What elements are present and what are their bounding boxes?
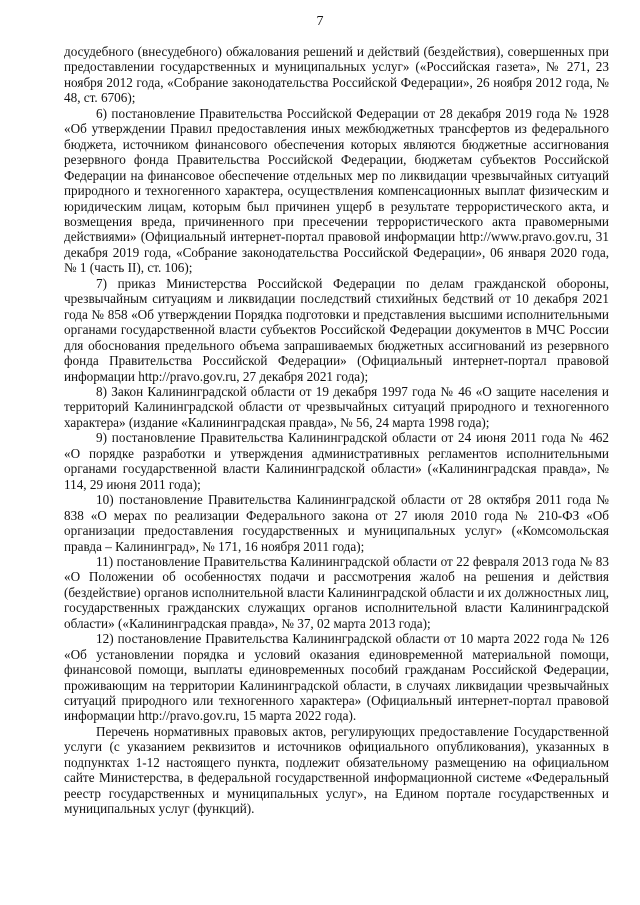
paragraph-closing-list-note: Перечень нормативных правовых актов, регулирующих предоставление Государственной услуги (с указанием реквизитов и источников официального опубликования), указанных в подпунктах 1-12 настоящего пункта, подлежит обязательному размещению на официальном сайте Министерства, в федеральной государственной информационной системе «Федеральный реестр государственных и муниципальных услуг», на Едином портале государственных и муниципальных услуг (функций). (64, 723, 609, 817)
paragraph-item-6: 6) постановление Правительства Российской Федерации от 28 декабря 2019 года № 1928 «Об утверждении Правил предоставления иных межбюджетных трансфертов из федерального бюджета, источником финансового обеспечения которых являются бюджетные ассигнования резервного фонда Правительства Российской Федерации, бюджетам субъектов Российской Федерации на финансовое обеспечение отдельных мер по ликвидации чрезвычайных ситуаций природного и техногенного характера, осуществления компенсационных выплат физическим и юридическим лицам, которым был причинен ущерб в результате террористического акта, и возмещения вреда, причиненного при пресечении террористического акта правомерными действиями» (Официальный интернет-портал правовой информации http://www.pravo.gov.ru, 31 декабря 2019 года, «Собрание законодательства Российской Федерации», 06 января 2020 года, № 1 (часть II), ст. 106); (64, 105, 609, 276)
paragraph-item-9: 9) постановление Правительства Калининградской области от 24 июня 2011 года № 462 «О порядке разработки и утверждения административных регламентов исполнительными органами государственной власти Калининградской области» («Калининградская правда», № 114, 29 июня 2011 года); (64, 430, 609, 492)
document-body (64, 44, 609, 817)
paragraph-item-10: 10) постановление Правительства Калининградской области от 28 октября 2011 года № 838 «О мерах по реализации Федерального закона от 27 июля 2010 года № 210-ФЗ «Об организации предоставления государственных и муниципальных услуг» («Комсомольская правда – Калининград», № 171, 16 ноября 2011 года); (64, 492, 609, 554)
paragraph-item-8: 8) Закон Калининградской области от 19 декабря 1997 года № 46 «О защите населения и территорий Калининградской области от чрезвычайных ситуаций природного и техногенного характера» (издание «Калининградская правда», № 56, 24 марта 1998 года); (64, 383, 609, 430)
paragraph-intro-continuation: досудебного (внесудебного) обжалования решений и действий (бездействия), совершенных при предоставлении государственных и муниципальных услуг» («Российская газета», № 271, 23 ноября 2012 года, «Собрание законодательства Российской Федерации», 26 ноября 2012 года, № 48, ст. 6706); (64, 44, 609, 106)
paragraph-item-11: 11) постановление Правительства Калининградской области от 22 февраля 2013 года № 83 «О Положении об особенностях подачи и рассмотрения жалоб на решения и действия (бездействие) органов исполнительной власти Калининградской области и их должностных лиц, государственных гражданских служащих органов исполнительной власти Калининградской области» («Калининградская правда», № 37, 02 марта 2013 года); (64, 553, 609, 631)
paragraph-item-7: 7) приказ Министерства Российской Федерации по делам гражданской обороны, чрезвычайным ситуациям и ликвидации последствий стихийных бедствий от 10 декабря 2021 года № 858 «Об утверждении Порядка подготовки и представления высшими исполнительными органами государственной власти субъектов Российской Федерации документов в МЧС России для обоснования предельного объема запрашиваемых бюджетных ассигнований из резервного фонда Правительства Российской Федерации» (Официальный интернет-портал правовой информации http://pravo.gov.ru, 27 декабря 2021 года); (64, 275, 609, 384)
paragraph-item-12: 12) постановление Правительства Калининградской области от 10 марта 2022 года № 126 «Об установлении порядка и условий оказания единовременной материальной помощи, финансовой помощи, выплаты единовременных пособий гражданам Российской Федерации, проживающим на территории Калининградской области, в случаях ликвидации чрезвычайных ситуаций природного или техногенного характера» (Официальный интернет-портал правовой информации http://pravo.gov.ru, 15 марта 2022 года). (64, 631, 609, 724)
page-number: 7 (316, 14, 324, 29)
